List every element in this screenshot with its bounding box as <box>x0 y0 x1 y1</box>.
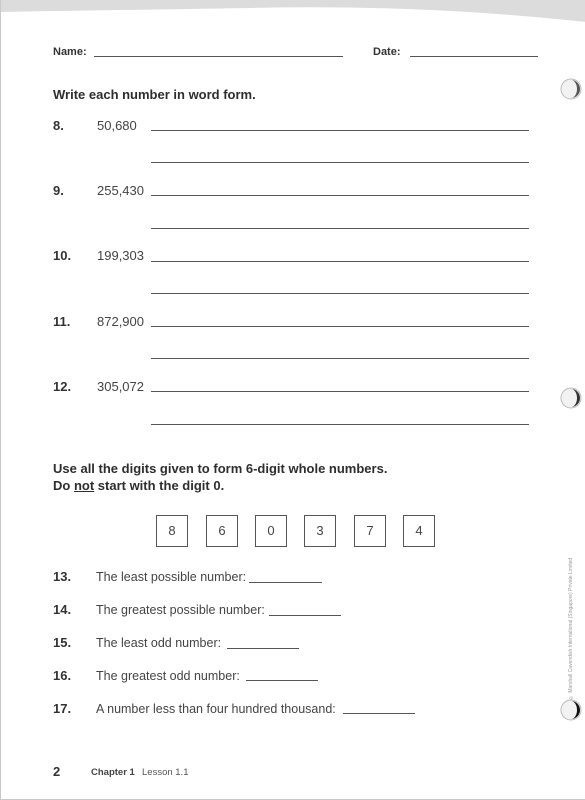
answer-line[interactable] <box>151 424 529 425</box>
section2-instruction-line1: Use all the digits given to form 6-digit whole numbers. <box>53 461 388 476</box>
question-number: 10. <box>53 248 72 263</box>
answer-line[interactable] <box>269 615 341 616</box>
date-line[interactable] <box>410 56 538 57</box>
date-label: Date: <box>373 46 401 58</box>
answer-line[interactable] <box>151 391 529 392</box>
question-text: The greatest odd number: <box>96 669 240 683</box>
question-number: 8. <box>53 118 64 133</box>
answer-line[interactable] <box>151 293 529 294</box>
footer-chapter: Chapter 1 <box>91 767 135 778</box>
binder-hole-icon <box>558 76 584 102</box>
question-number: 14. <box>53 602 72 617</box>
question-number: 17. <box>53 701 72 716</box>
answer-line[interactable] <box>227 648 299 649</box>
digit-card: 7 <box>354 515 386 547</box>
question-text: A number less than four hundred thousand: <box>96 702 336 716</box>
section2-instruction-line2: Do not start with the digit 0. <box>53 478 225 493</box>
answer-line[interactable] <box>151 358 529 359</box>
question-value: 199,303 <box>97 248 144 263</box>
top-decorative-band <box>1 0 585 40</box>
question-number: 13. <box>53 569 72 584</box>
question-number: 16. <box>53 668 72 683</box>
emphasis-not: not <box>73 478 95 493</box>
digit-card: 0 <box>255 515 287 547</box>
name-label: Name: <box>53 46 87 58</box>
question-value: 872,900 <box>97 314 144 329</box>
question-value: 50,680 <box>97 118 137 133</box>
question-value: 255,430 <box>97 183 144 198</box>
answer-line[interactable] <box>151 162 529 163</box>
digit-card: 8 <box>156 515 188 547</box>
copyright-notice: © Marshall Cavendish International (Singapore) Private Limited <box>568 557 574 700</box>
question-text: The least possible number: <box>96 570 247 584</box>
question-number: 9. <box>53 183 64 198</box>
answer-line[interactable] <box>249 582 322 583</box>
question-number: 11. <box>53 314 71 329</box>
name-line[interactable] <box>94 56 343 57</box>
question-number: 15. <box>53 635 72 650</box>
answer-line[interactable] <box>151 195 529 196</box>
page-number: 2 <box>53 764 61 779</box>
answer-line[interactable] <box>151 228 529 229</box>
question-text: The least odd number: <box>96 636 222 650</box>
digit-card: 6 <box>206 515 238 547</box>
answer-line[interactable] <box>343 713 415 714</box>
question-number: 12. <box>53 379 72 394</box>
footer-lesson: Lesson 1.1 <box>142 767 189 778</box>
answer-line[interactable] <box>246 680 318 681</box>
digit-card: 4 <box>403 515 435 547</box>
question-value: 305,072 <box>97 379 144 394</box>
binder-hole-icon <box>558 697 584 723</box>
answer-line[interactable] <box>151 261 529 262</box>
digit-card: 3 <box>304 515 336 547</box>
binder-hole-icon <box>558 385 584 411</box>
question-text: The greatest possible number: <box>96 603 265 617</box>
answer-line[interactable] <box>151 326 529 327</box>
section1-instruction: Write each number in word form. <box>53 87 256 102</box>
answer-line[interactable] <box>151 130 529 131</box>
